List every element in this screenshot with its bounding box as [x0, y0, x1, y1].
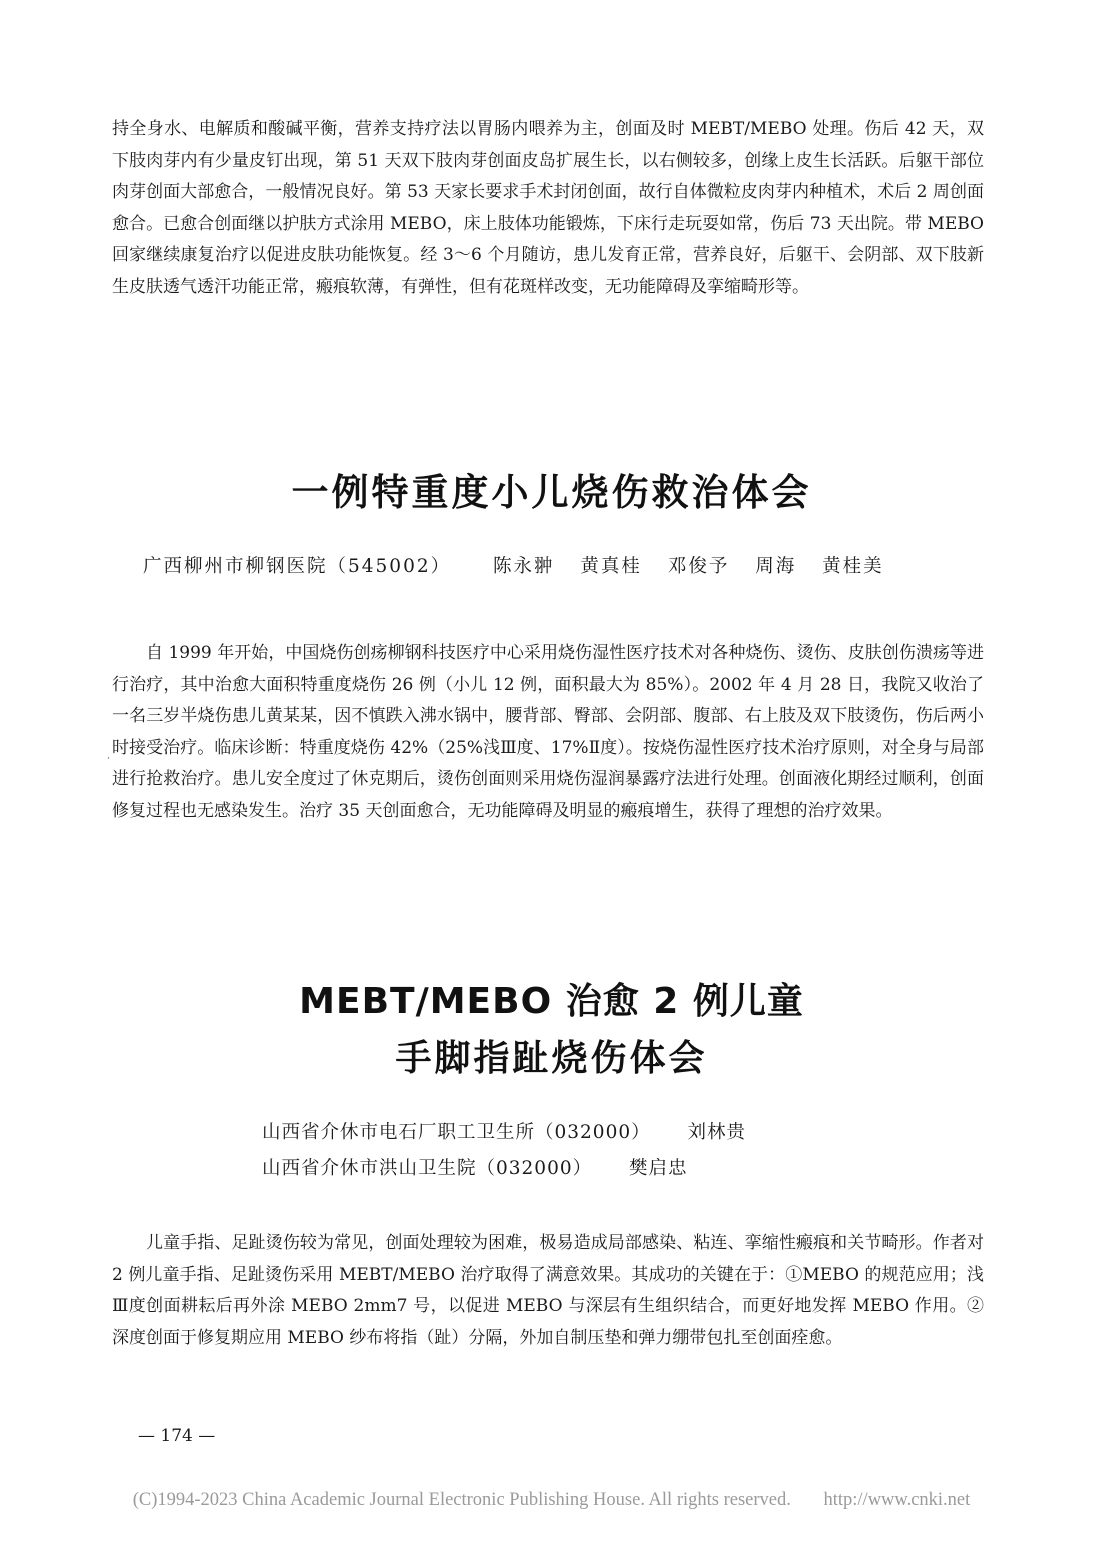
- footer-url: http://www.cnki.net: [823, 1490, 971, 1510]
- author-name: 周海: [755, 556, 797, 577]
- author-name: 刘林贵: [687, 1122, 747, 1143]
- page-number: — 174 —: [138, 1426, 216, 1446]
- author-name: 黄桂美: [822, 556, 884, 577]
- article-title: 一例特重度小儿烧伤救治体会: [291, 471, 812, 514]
- author-byline-1: [262, 1118, 746, 1144]
- author-name: 邓俊予: [667, 556, 730, 577]
- affiliation: 山西省介休市电石厂职工卫生所（032000）: [262, 1122, 651, 1143]
- author-name: 陈永翀: [493, 556, 555, 577]
- copyright-footer: [0, 1490, 1103, 1511]
- author-byline: [143, 552, 884, 578]
- article-title-line-2: 手脚指趾烧伤体会: [395, 1038, 708, 1079]
- scan-mark: ·: [107, 754, 110, 764]
- continued-paragraph: 持全身水、电解质和酸碱平衡，营养支持疗法以胃肠内喂养为主，创面及时 MEBT/MEBO 处理。伤后 42 天，双下肢肉芽内有少量皮钉出现，第 51 天双下肢肉芽创面皮岛扩展生长，以右侧较多，创缘上皮生长活跃。后躯干部位肉芽创面大部愈合，一般情况良好。第 53 天家长要求手术封闭创面，故行自体微粒皮肉芽内种植术，术后 2 周创面愈合。已愈合创面继以护肤方式涂用 MEBO，床上肢体功能锻炼，下床行走玩耍如常，伤后 73 天出院。带 MEBO 回家继续康复治疗以促进皮肤功能恢复。经 3～6 个月随访，患儿发育正常，营养良好，后躯干、会阴部、双下肢新生皮肤透气透汗功能正常，瘢痕软薄，有弹性，但有花斑样改变，无功能障碍及挛缩畸形等。: [112, 119, 984, 297]
- affiliation: 广西柳州市柳钢医院（545002）: [143, 556, 452, 577]
- affiliation: 山西省介休市洪山卫生院（032000）: [262, 1158, 593, 1179]
- author-name: 樊启忠: [629, 1158, 688, 1179]
- author-name: 黄真桂: [580, 556, 642, 577]
- article-body: 儿童手指、足趾烫伤较为常见，创面处理较为困难，极易造成局部感染、粘连、挛缩性瘢痕和关节畸形。作者对 2 例儿童手指、足趾烫伤采用 MEBT/MEBO 治疗取得了满意效果。其成功的关键在于：①MEBO 的规范应用；浅Ⅲ度创面耕耘后再外涂 MEBO 2mm7 号，以促进 MEBO 与深层有生组织结合，而更好地发挥 MEBO 作用。②深度创面于修复期应用 MEBO 纱布将指（趾）分隔，外加自制压垫和弹力绷带包扎至创面痊愈。: [112, 1233, 984, 1348]
- article-title-line-1: MEBT/MEBO 治愈 2 例儿童: [299, 981, 804, 1022]
- copyright-text: (C)1994-2023 China Academic Journal Electronic Publishing House. All rights reserved.: [132, 1490, 791, 1510]
- article-body: 自 1999 年开始，中国烧伤创疡柳钢科技医疗中心采用烧伤湿性医疗技术对各种烧伤、烫伤、皮肤创伤溃疡等进行治疗，其中治愈大面积特重度烧伤 26 例（小儿 12 例，面积最大为 85%）。2002 年 4 月 28 日，我院又收治了一名三岁半烧伤患儿黄某某，因不慎跌入沸水锅中，腰背部、臀部、会阴部、腹部、右上肢及双下肢烫伤，伤后两小时接受治疗。临床诊断：特重度烧伤 42%（25%浅Ⅲ度、17%Ⅱ度）。按烧伤湿性医疗技术治疗原则，对全身与局部进行抢救治疗。患儿安全度过了休克期后，烫伤创面则采用烧伤湿润暴露疗法进行处理。创面液化期经过顺利，创面修复过程也无感染发生。治疗 35 天创面愈合，无功能障碍及明显的瘢痕增生，获得了理想的治疗效果。: [112, 643, 984, 821]
- author-byline-2: [262, 1154, 688, 1180]
